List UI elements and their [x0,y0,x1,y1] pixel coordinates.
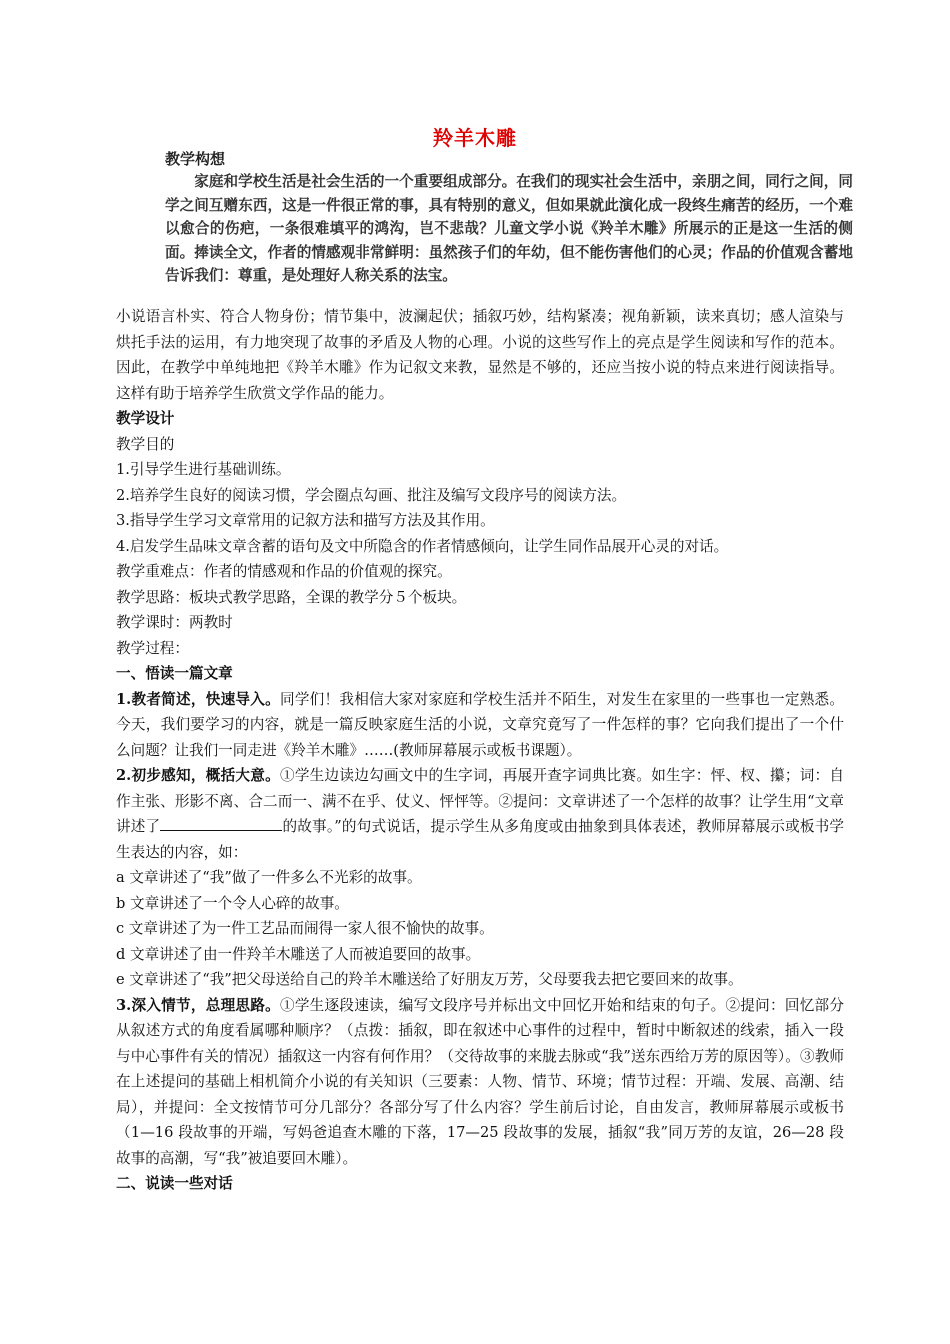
example-item: a 文章讲述了“我”做了一件多么不光彩的故事。 [116,869,422,886]
process-line: 教学过程： [116,639,189,657]
difficulty-line: 教学重难点：作者的情感观和作品的价值观的探究。 [116,563,452,580]
section2-heading: 二、说读一些对话 [116,1175,233,1192]
step2-paragraph [116,763,844,865]
step1-label: 1.教者简述，快速导入。 [116,690,280,708]
step3-label: 3.深入情节，总理思路。 [116,996,280,1014]
intro-text: 家庭和学校生活是社会生活的一个重要组成部分。在我们的现实社会生活中，亲朋之间，同行之间，同学之间互赠东西，这是一件很正常的事，具有特别的意义，但如果就此演化成一段终生痛苦的经历，一个难以愈合的伤疤，一条很难填平的鸿沟，岂不悲哉？儿童文学小说《羚羊木雕》所展示的正是这一生活的侧面。捧读全文，作者的情感观非常鲜明：虽然孩子们的年幼，但不能伤害他们的心灵；作品的价值观含蓄地告诉我们：尊重，是处理好人称关系的法宝。 [165,173,853,284]
approach-line: 教学思路：板块式教学思路，全课的教学分５个板块。 [116,588,467,606]
hours-line: 教学课时：两教时 [116,614,233,631]
section1-heading: 一、悟读一篇文章 [116,665,233,682]
fill-in-blank [160,816,282,831]
example-item: d 文章讲述了由一件羚羊木雕送了人而被追要回的故事。 [116,945,481,963]
design-heading: 教学设计 [116,410,175,427]
intro-heading: 教学构想 [165,150,226,168]
scanned-intro-block [165,148,853,288]
goal-item: 1.引导学生进行基础训练。 [116,461,291,478]
goal-item: 4.启发学生品味文章含蓄的语句及文中所隐含的作者情感倾向，让学生同作品展开心灵的对话。 [116,537,729,555]
step1-paragraph [116,687,844,764]
goal-item: 2.培养学生良好的阅读习惯，学会圈点勾画、批注及编写文段序号的阅读方法。 [116,486,627,504]
example-item: b 文章讲述了一个令人心碎的故事。 [116,894,349,912]
step1-text: 同学们！我相信大家对家庭和学校生活并不陌生，对发生在家里的一些事也一定熟悉。今天，我们要学习的内容，就是一篇反映家庭生活的小说，文章究竟写了一件怎样的事？它向我们提出了一个什么问题？让我们一同走进《羚羊木雕》……(教师屏幕展示或板书课题）。 [116,690,844,759]
step2-text-after: 的故事。”的句式说话，提示学生从多角度或由抽象到具体表述，教师屏幕展示或板书学生表达的内容，如： [116,818,844,861]
goals-heading: 教学目的 [116,435,175,453]
example-item: c 文章讲述了为一件工艺品而闹得一家人很不愉快的故事。 [116,920,494,937]
step2-label: 2.初步感知，概括大意。 [116,767,280,784]
step3-paragraph [116,993,844,1172]
document-body [116,304,844,1197]
step3-text: ①学生逐段速读，编写文段序号并标出文中回忆开始和结束的句子。②提问：回忆部分从叙述方式的角度看属哪种顺序？（点拨：插叙，即在叙述中心事件的过程中，暂时中断叙述的线索，插入一段与中心事件有关的情况）插叙这一内容有何作用？（交待故事的来胧去脉或“我”送东西给万芳的原因等）。③教师在上述提问的基础上相机简介小说的有关知识（三要素：人物、情节、环境；情节过程：开端、发展、高潮、结局），并提问：全文按情节可分几部分？各部分写了什么内容？学生前后讨论，自由发言，教师屏幕展示或板书（1—16 段故事的开端，写妈爸追查木雕的下落，17—25 段故事的发展，插叙“我”同万芳的友谊，26—28 段故事的高潮，写“我”被追要回木雕）。 [116,996,844,1167]
paragraph-intro-continued: 小说语言朴实、符合人物身份；情节集中，波澜起伏；插叙巧妙，结构紧凑；视角新颖，读来真切；感人渲染与烘托手法的运用，有力地突现了故事的矛盾及人物的心理。小说的这些写作上的亮点是学生阅读和写作的范本。因此，在教学中单纯地把《羚羊木雕》作为记叙文来教，显然是不够的，还应当按小说的特点来进行阅读指导。这样有助于培养学生欣赏文学作品的能力。 [116,308,844,402]
goal-item: 3.指导学生学习文章常用的记叙方法和描写方法及其作用。 [116,512,495,529]
page-title: 羚羊木雕 [433,126,517,150]
example-item: e 文章讲述了“我”把父母送给自己的羚羊木雕送给了好朋友万芳，父母要我去把它要回来的故事。 [116,971,743,988]
step2-text-before: ①学生边读边勾画文中的生字词，再展开查字词典比赛。如生字：怦、杈、攥；词：自作主张、形影不离、合二而一、满不在乎、仗义、怦怦等。②提问：文章讲述了一个怎样的故事？让学生用“文章讲述了 [116,767,844,835]
